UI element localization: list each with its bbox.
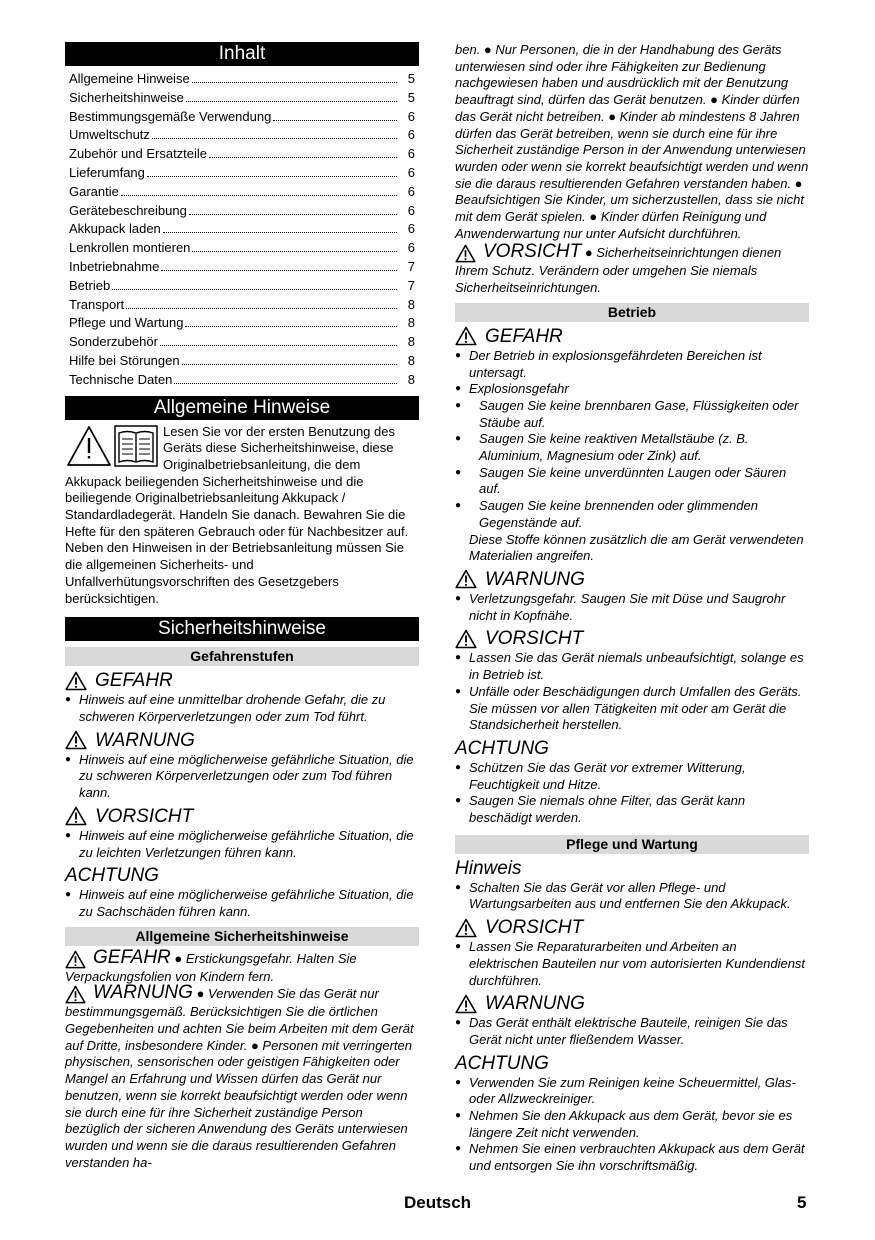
hazard-level-heading: GEFAHR bbox=[65, 669, 419, 692]
toc-entry-label: Pflege und Wartung bbox=[69, 315, 184, 331]
hazard-level-description bbox=[65, 692, 419, 725]
table-of-contents bbox=[65, 70, 419, 390]
hazard-level-description bbox=[65, 887, 419, 920]
toc-entry bbox=[69, 164, 415, 183]
toc-entry-label: Bestimmungsgemäße Verwendung bbox=[69, 108, 272, 124]
list-item: ● Lassen Sie das Gerät niemals unbeaufsichtigt, solange es in Betrieb ist. bbox=[455, 650, 809, 683]
toc-entry bbox=[69, 314, 415, 333]
toc-entry bbox=[69, 296, 415, 315]
betrieb-gefahr-heading: GEFAHR bbox=[455, 325, 809, 348]
pflege-hinweis-heading: Hinweis bbox=[455, 857, 522, 879]
warning-triangle-icon bbox=[455, 918, 477, 938]
gefahr-text: ● Erstickungsgefahr. Halten Sie Verpackungsfolien von Kindern fern. bbox=[65, 950, 357, 984]
pflege-warnung-list bbox=[455, 1015, 809, 1048]
vorsicht-signal: VORSICHT bbox=[455, 244, 581, 263]
toc-entry-page: 6 bbox=[407, 164, 415, 180]
toc-entry-page: 6 bbox=[407, 108, 415, 124]
general-vorsicht-block bbox=[455, 241, 809, 296]
toc-entry-label: Lenkrollen montieren bbox=[69, 240, 191, 256]
list-item: ● Hinweis auf eine unmittelbar drohende Gefahr, die zu schweren Körperverletzungen oder zum Tod führt. bbox=[65, 692, 419, 725]
toc-entry bbox=[69, 145, 415, 164]
list-item: ● Der Betrieb in explosionsgefährdeten Bereichen ist untersagt. bbox=[455, 348, 809, 381]
toc-leader-dots bbox=[160, 345, 397, 346]
footer-language: Deutsch bbox=[404, 1193, 472, 1212]
toc-leader-dots bbox=[182, 364, 397, 365]
list-item: ● Saugen Sie keine brennenden oder glimmenden Gegenstände auf. bbox=[455, 498, 809, 531]
toc-entry-label: Hilfe bei Störungen bbox=[69, 352, 180, 368]
toc-entry-page: 6 bbox=[407, 127, 415, 143]
toc-entry-page: 6 bbox=[407, 146, 415, 162]
toc-entry-page: 8 bbox=[407, 296, 415, 312]
pflege-hinweis-list bbox=[455, 880, 809, 913]
list-item: ● Unfälle oder Beschädigungen durch Umfallen des Geräts. Sie müssen vor allen Tätigkeiten mit oder am Gerät die Standsicherheit herstellen. bbox=[455, 684, 809, 734]
toc-leader-dots bbox=[163, 232, 397, 233]
general-safety-title: Allgemeine Sicherheitshinweise bbox=[65, 927, 419, 946]
warning-triangle-icon bbox=[65, 950, 86, 969]
gefahr-signal: GEFAHR bbox=[65, 950, 171, 969]
warning-triangle-icon bbox=[455, 629, 477, 649]
toc-entry bbox=[69, 126, 415, 145]
toc-leader-dots bbox=[209, 157, 397, 158]
safety-section-title: Sicherheitshinweise bbox=[65, 617, 419, 641]
list-item: ● Saugen Sie keine unverdünnten Laugen oder Säuren auf. bbox=[455, 465, 809, 498]
toc-entry-label: Inbetriebnahme bbox=[69, 258, 160, 274]
toc-entry bbox=[69, 371, 415, 390]
pflege-vorsicht-heading: VORSICHT bbox=[455, 916, 809, 939]
intro-paragraph-2: Neben den Hinweisen in der Betriebsanleitung müssen Sie die allgemeinen Sicherheits- und Unfallverhütungsvorschriften des Gesetzgebers berücksichtigen. bbox=[65, 540, 404, 606]
general-section-title: Allgemeine Hinweise bbox=[65, 396, 419, 420]
toc-entry-page: 8 bbox=[407, 352, 415, 368]
general-gefahr-block bbox=[65, 946, 419, 986]
general-intro bbox=[65, 424, 419, 608]
list-item: ● Nehmen Sie den Akkupack aus dem Gerät, bevor sie es längere Zeit nicht verwenden. bbox=[455, 1108, 809, 1141]
vorsicht-text: ● Sicherheitseinrichtungen dienen Ihrem Schutz. Verändern oder umgehen Sie niemals Sicherheitseinrichtungen. bbox=[455, 245, 782, 296]
toc-entry-label: Sicherheitshinweise bbox=[69, 89, 184, 105]
hazard-level-heading: WARNUNG bbox=[65, 729, 419, 752]
toc-entry-page: 6 bbox=[407, 221, 415, 237]
list-item: ● Hinweis auf eine möglicherweise gefährliche Situation, die zu Sachschäden führen kann. bbox=[65, 887, 419, 920]
list-item: ● Saugen Sie keine reaktiven Metallstäube (z. B. Aluminium, Magnesium oder Zink) auf. bbox=[455, 431, 809, 464]
hazard-level-heading: VORSICHT bbox=[65, 805, 419, 828]
toc-entry-page: 8 bbox=[407, 334, 415, 350]
toc-entry-page: 8 bbox=[407, 315, 415, 331]
warning-and-manual-icon bbox=[65, 424, 159, 468]
toc-entry-label: Garantie bbox=[69, 183, 119, 199]
toc-leader-dots bbox=[121, 195, 397, 196]
toc-leader-dots bbox=[273, 120, 397, 121]
warning-triangle-icon bbox=[455, 569, 477, 589]
toc-entry bbox=[69, 108, 415, 127]
warning-triangle-icon bbox=[65, 730, 87, 750]
list-item: ● Das Gerät enthält elektrische Bauteile, reinigen Sie das Gerät nicht unter fließendem Wasser. bbox=[455, 1015, 809, 1048]
warnung-signal: WARNUNG bbox=[65, 985, 193, 1004]
toc-entry-page: 7 bbox=[407, 258, 415, 274]
betrieb-gefahr-sublist bbox=[455, 398, 809, 532]
warning-triangle-icon bbox=[65, 671, 87, 691]
toc-entry-page: 6 bbox=[407, 240, 415, 256]
toc-leader-dots bbox=[161, 270, 397, 271]
toc-leader-dots bbox=[112, 289, 397, 290]
warnung-text-continued: ben. ● Nur Personen, die in der Handhabung des Geräts unterwiesen sind oder ihre Fähigkeiten zur Bedienung nachgewiesen haben und ausdrücklich mit der Benutzung beauftragt sind, dürfen das Gerät benutzen. ● Kinder dürfen das Gerät nicht betreiben. ● Kinder ab mindestens 8 Jahren dürfen das Gerät betreiben, wenn sie durch eine für ihre Sicherheit zuständige Person in der Anwendung unterwiesen wurden oder wenn sie korrekt beaufsichtigt werden und wenn sie die daraus resultierenden Gefahren verstanden haben. ● Beaufsichtigen Sie Kinder, um sicherzustellen, dass sie nicht mit dem Gerät spielen. ● Kinder dürfen Reinigung und Anwenderwartung nur unter Aufsicht durchführen. bbox=[455, 42, 809, 241]
toc-entry-label: Technische Daten bbox=[69, 371, 173, 387]
toc-entry bbox=[69, 183, 415, 202]
intro-paragraph-1: Lesen Sie vor der ersten Benutzung des Geräts diese Sicherheitshinweise, diese Originalbetriebsanleitung, die dem Akkupack beiliegenden Sicherheitshinweise und die beiliegende Originalbetriebsanleitung Akkupack / Standardladegerät. Handeln Sie danach. Bewahren Sie die Hefte für den späteren Gebrauch oder für Nachbesitzer auf. bbox=[65, 423, 409, 539]
pflege-achtung-list bbox=[455, 1075, 809, 1175]
toc-entry-page: 6 bbox=[407, 202, 415, 218]
toc-entry-label: Sonderzubehör bbox=[69, 334, 158, 350]
toc-entry bbox=[69, 202, 415, 221]
toc-leader-dots bbox=[152, 138, 397, 139]
list-item: ● Verwenden Sie zum Reinigen keine Scheuermittel, Glas- oder Allzweckreiniger. bbox=[455, 1075, 809, 1108]
warning-triangle-icon bbox=[65, 985, 86, 1004]
hazard-levels-list bbox=[65, 669, 419, 920]
left-column bbox=[65, 42, 419, 1171]
toc-leader-dots bbox=[126, 308, 397, 309]
toc-entry-label: Akkupack laden bbox=[69, 221, 161, 237]
list-item: ● Schützen Sie das Gerät vor extremer Witterung, Feuchtigkeit und Hitze. bbox=[455, 760, 809, 793]
toc-entry bbox=[69, 333, 415, 352]
betrieb-title: Betrieb bbox=[455, 303, 809, 322]
toc-entry bbox=[69, 258, 415, 277]
toc-entry-label: Transport bbox=[69, 296, 125, 312]
warning-triangle-icon bbox=[455, 244, 476, 263]
betrieb-warnung-heading: WARNUNG bbox=[455, 568, 809, 591]
hazard-level-heading: ACHTUNG bbox=[65, 865, 159, 887]
toc-entry-label: Betrieb bbox=[69, 277, 111, 293]
toc-leader-dots bbox=[192, 82, 397, 83]
toc-entry-label: Umweltschutz bbox=[69, 127, 150, 143]
toc-entry-label: Lieferumfang bbox=[69, 164, 145, 180]
toc-entry bbox=[69, 220, 415, 239]
toc-entry bbox=[69, 70, 415, 89]
list-item: ● Nehmen Sie einen verbrauchten Akkupack aus dem Gerät und entsorgen Sie ihn vorschriftsmäßig. bbox=[455, 1141, 809, 1174]
toc-entry-page: 6 bbox=[407, 183, 415, 199]
warnung-text-left: ● Verwenden Sie das Gerät nur bestimmungsgemäß. Berücksichtigen Sie die örtlichen Gegebenheiten und achten Sie beim Arbeiten mit dem Gerät auf Dritte, insbesondere Kinder. ● Personen mit verringerten physischen, sensorischen oder geistigen Fähigkeiten oder Mangel an Erfahrung und Wissen dürfen das Gerät nur benutzen, wenn sie korrekt beaufsichtigt werden oder wenn sie durch eine für ihre Sicherheit zuständige Person bezüglich der sicheren Anwendung des Geräts unterwiesen wurden und wenn sie die daraus resultierenden Gefahren verstanden ha- bbox=[65, 986, 414, 1170]
toc-entry bbox=[69, 239, 415, 258]
betrieb-gefahr-list bbox=[455, 348, 809, 398]
toc-entry-page: 5 bbox=[407, 89, 415, 105]
toc-entry bbox=[69, 352, 415, 371]
toc-title: Inhalt bbox=[65, 42, 419, 66]
list-item: ● Hinweis auf eine möglicherweise gefährliche Situation, die zu leichten Verletzungen führen kann. bbox=[65, 828, 419, 861]
list-item: ● Schalten Sie das Gerät vor allen Pflege- und Wartungsarbeiten aus und entfernen Sie den Akkupack. bbox=[455, 880, 809, 913]
toc-leader-dots bbox=[192, 251, 397, 252]
toc-entry-label: Allgemeine Hinweise bbox=[69, 71, 190, 86]
hazard-level-description bbox=[65, 752, 419, 802]
page-number: 5 bbox=[797, 1193, 807, 1212]
hazard-level-description bbox=[65, 828, 419, 861]
toc-leader-dots bbox=[189, 214, 397, 215]
betrieb-vorsicht-list bbox=[455, 650, 809, 734]
toc-leader-dots bbox=[186, 101, 397, 102]
toc-entry-page: 8 bbox=[407, 371, 415, 387]
toc-entry-label: Zubehör und Ersatzteile bbox=[69, 146, 208, 162]
pflege-vorsicht-list bbox=[455, 939, 809, 989]
toc-entry bbox=[69, 277, 415, 296]
list-item: ● Lassen Sie Reparaturarbeiten und Arbeiten an elektrischen Bauteilen nur vom autorisierten Kundendienst durchführen. bbox=[455, 939, 809, 989]
pflege-achtung-heading: ACHTUNG bbox=[455, 1052, 549, 1074]
list-item: ● Explosionsgefahr bbox=[455, 381, 809, 398]
toc-entry bbox=[69, 89, 415, 108]
hazard-levels-title: Gefahrenstufen bbox=[65, 647, 419, 666]
pflege-warnung-heading: WARNUNG bbox=[455, 992, 809, 1015]
toc-entry-label: Gerätebeschreibung bbox=[69, 202, 187, 218]
toc-leader-dots bbox=[174, 383, 397, 384]
general-warnung-block bbox=[65, 982, 419, 1171]
list-item: ● Saugen Sie niemals ohne Filter, das Gerät kann beschädigt werden. bbox=[455, 793, 809, 826]
warning-triangle-icon bbox=[65, 806, 87, 826]
betrieb-vorsicht-heading: VORSICHT bbox=[455, 627, 809, 650]
toc-leader-dots bbox=[147, 176, 397, 177]
list-item: ● Saugen Sie keine brennbaren Gase, Flüssigkeiten oder Stäube auf. bbox=[455, 398, 809, 431]
toc-leader-dots bbox=[185, 326, 397, 327]
betrieb-warnung-list bbox=[455, 591, 809, 624]
betrieb-achtung-heading: ACHTUNG bbox=[455, 737, 549, 759]
warning-triangle-icon bbox=[455, 994, 477, 1014]
betrieb-achtung-list bbox=[455, 760, 809, 827]
betrieb-gefahr-note: Diese Stoffe können zusätzlich die am Gerät verwendeten Materialien angreifen. bbox=[469, 531, 804, 564]
toc-entry-page: 5 bbox=[407, 71, 415, 86]
list-item: ● Verletzungsgefahr. Saugen Sie mit Düse und Saugrohr nicht in Kopfnähe. bbox=[455, 591, 809, 624]
toc-entry-page: 7 bbox=[407, 277, 415, 293]
warning-triangle-icon bbox=[455, 326, 477, 346]
right-column bbox=[455, 42, 809, 1175]
list-item: ● Hinweis auf eine möglicherweise gefährliche Situation, die zu schweren Körperverletzungen oder zum Tod führen kann. bbox=[65, 752, 419, 802]
pflege-title: Pflege und Wartung bbox=[455, 835, 809, 854]
